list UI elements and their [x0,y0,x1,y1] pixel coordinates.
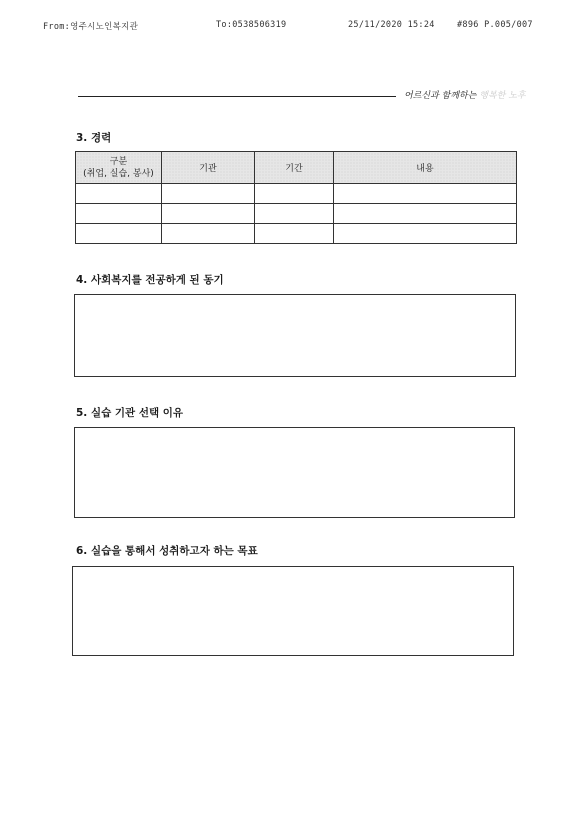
cell-content[interactable] [334,184,517,204]
fax-header [0,20,586,32]
fax-to: To:0538506319 [216,20,287,30]
header-divider [78,96,396,97]
header-category-label: 구분 [109,156,128,167]
career-table [75,151,517,244]
institution-reason-answer-box[interactable] [74,427,515,518]
section-4-title: 4. 사회복지를 전공하게 된 동기 [76,274,224,286]
career-table-header-row [76,152,517,184]
cell-category[interactable] [76,184,162,204]
fax-datetime: 25/11/2020 15:24 [348,20,435,30]
header-institution: 기관 [162,152,255,184]
cell-period[interactable] [255,184,334,204]
cell-institution[interactable] [162,224,255,244]
goal-answer-box[interactable] [72,566,514,656]
motive-answer-box[interactable] [74,294,516,377]
organization-slogan [404,88,524,102]
header-period: 기간 [255,152,334,184]
fax-page-number: #896 P.005/007 [457,20,533,30]
section-6-title: 6. 실습을 통해서 성취하고자 하는 목표 [76,545,258,557]
cell-category[interactable] [76,224,162,244]
cell-institution[interactable] [162,204,255,224]
cell-institution[interactable] [162,184,255,204]
cell-content[interactable] [334,204,517,224]
cell-period[interactable] [255,204,334,224]
section-5-title: 5. 실습 기관 선택 이유 [76,407,184,419]
slogan-dark-text: 어르신과 함께하는 [404,91,477,101]
fax-from: From:영주시노인복지관 [43,22,139,32]
header-category-sub: (취업, 실습, 봉사) [83,168,154,179]
table-row [76,204,517,224]
cell-content[interactable] [334,224,517,244]
cell-period[interactable] [255,224,334,244]
header-category [76,152,162,184]
table-row [76,224,517,244]
header-content: 내용 [334,152,517,184]
table-row [76,184,517,204]
cell-category[interactable] [76,204,162,224]
slogan-faint-text: 행복한 노후 [479,91,526,101]
section-3-title: 3. 경력 [76,132,112,144]
